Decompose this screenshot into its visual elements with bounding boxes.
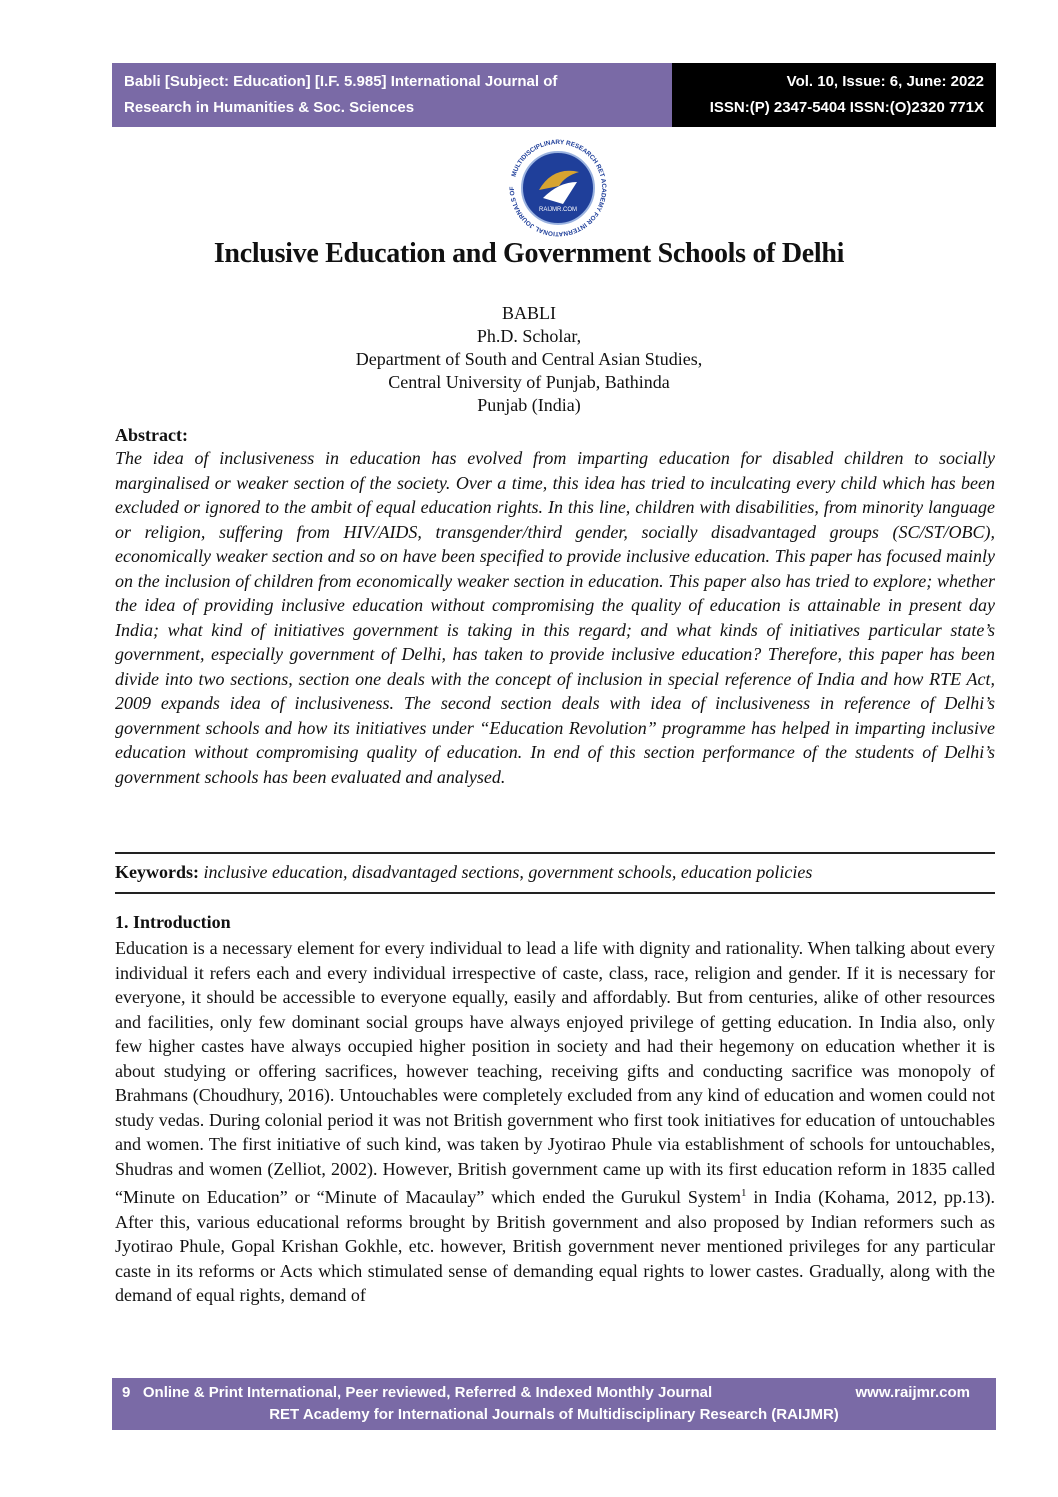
intro-text-part-2: in India (Kohama, 2012, pp.13). After this, various educational reforms brought by British government and also proposed by Indian reformers such as Jyotirao Phule, Gopal Krishan Gokhle, etc. however, British government never mentioned privileges for any particular caste in its reforms or Acts which stimulated sense of demanding equal rights to lower castes. Gradually, along with the demand of equal rights, demand of bbox=[115, 1187, 995, 1305]
footer-journal-description: Online & Print International, Peer reviewed, Referred & Indexed Monthly Journal bbox=[142, 1384, 713, 1401]
footer-website-link[interactable]: www.raijmr.com bbox=[855, 1384, 970, 1401]
paper-title: Inclusive Education and Government Schools of Delhi bbox=[213, 238, 845, 269]
logo-center-text: RAIJMR.COM bbox=[539, 207, 577, 213]
keywords-top-rule bbox=[115, 852, 995, 854]
intro-text-part-1: Education is a necessary element for every individual to lead a life with dignity and rationality. When talking about every individual it refers each and every individual irrespective of caste, class, race, religion and gender. If it is necessary for everyone, it should be accessible to everyone equally, easily and affordably. But from centuries, alike of other resources and facilities, only few dominant social groups have always enjoyed privilege of getting education. In India also, only few higher castes have always occupied higher position in society and had their hegemony on education whether it is about studying or offering sacrifices, however teaching, receiving gifts and conducting sacrifice was monopoly of Brahmans (Choudhury, 2016). Untouchables were completely excluded from any kind of education and women could not study vedas. During colonial period it was not British government who first took initiatives for education of untouchables and women. The first initiative of such kind, was taken by Jyotirao Phule via establishment of schools for untouchables, Shudras and women (Zelliot, 2002). However, British government came up with its first education reform in 1835 called “Minute on Education” or “Minute of Macaulay” which ended the Gurukul System bbox=[115, 938, 995, 1207]
author-university: Central University of Punjab, Bathinda bbox=[388, 372, 670, 392]
keywords-text: inclusive education, disadvantaged sections, government schools, education policies bbox=[203, 862, 813, 882]
footer-line-2: RET Academy for International Journals of Multidisciplinary Research (RAIJMR) bbox=[269, 1406, 839, 1423]
abstract-heading: Abstract: bbox=[115, 425, 188, 445]
introduction-text bbox=[115, 936, 995, 1308]
page-number: 9 bbox=[122, 1384, 131, 1401]
keywords-label: Keywords: bbox=[115, 862, 199, 882]
keywords-bottom-rule bbox=[115, 892, 995, 894]
logo-ring-text: MULTIDISCIPLINARY RESEARCH RET ACADEMY FOR INTERNATIONAL JOURNALS OF bbox=[508, 138, 608, 238]
abstract-text: The idea of inclusiveness in education has evolved from imparting education for disabled children to socially marginalised or weaker section of the society. Over a time, this idea has tried to inculcating every child which has been excluded or ignored to the ambit of equal education rights. In this line, children with disabilities, from minority language or religion, suffering from HIV/AIDS, transgender/third gender, socially disadvantaged groups (SC/ST/OBC), economically weaker section and so on have been specified to provide inclusive education. This paper has focused mainly on the inclusion of children from economically weaker section in education. This paper also has tried to explore; whether the idea of providing inclusive education without compromising the quality of education is attainable in present day India; what kind of initiatives government is taking in this regard; and what kinds of initiatives particular state’s government, especially government of Delhi, has taken to provide inclusive education? Therefore, this paper has been divide into two sections, section one deals with the concept of inclusion in special reference of India and how RTE Act, 2009 expands idea of inclusiveness. The second section deals with idea of inclusiveness in reference of Delhi’s government schools and how its initiatives under “Education Revolution” programme has helped in imparting inclusive education without compromising quality of education. In end of this section performance of the students of Delhi’s government schools has been evaluated and analysed. bbox=[115, 448, 995, 787]
journal-footer bbox=[112, 1378, 996, 1430]
issue-info-block bbox=[672, 63, 996, 127]
journal-header bbox=[112, 63, 996, 127]
author-location: Punjab (India) bbox=[477, 395, 581, 415]
section-heading-introduction: 1. Introduction bbox=[115, 912, 231, 932]
footnote-marker[interactable]: 1 bbox=[740, 1187, 747, 1199]
author-name: BABLI bbox=[502, 303, 556, 323]
journal-info-line-1: Babli [Subject: Education] [I.F. 5.985] International Journal of bbox=[124, 73, 558, 90]
journal-info-line-2: Research in Humanities & Soc. Sciences bbox=[124, 99, 415, 116]
author-block bbox=[0, 302, 1058, 417]
raijmr-logo bbox=[503, 138, 613, 238]
issue-volume: Vol. 10, Issue: 6, June: 2022 bbox=[786, 73, 984, 90]
journal-info-block bbox=[112, 63, 672, 127]
author-department: Department of South and Central Asian Studies, bbox=[355, 349, 703, 369]
footer-line-1 bbox=[122, 1384, 712, 1401]
keywords-line bbox=[115, 862, 995, 883]
issn-numbers: ISSN:(P) 2347-5404 ISSN:(O)2320 771X bbox=[709, 99, 984, 116]
author-position: Ph.D. Scholar, bbox=[476, 326, 582, 346]
